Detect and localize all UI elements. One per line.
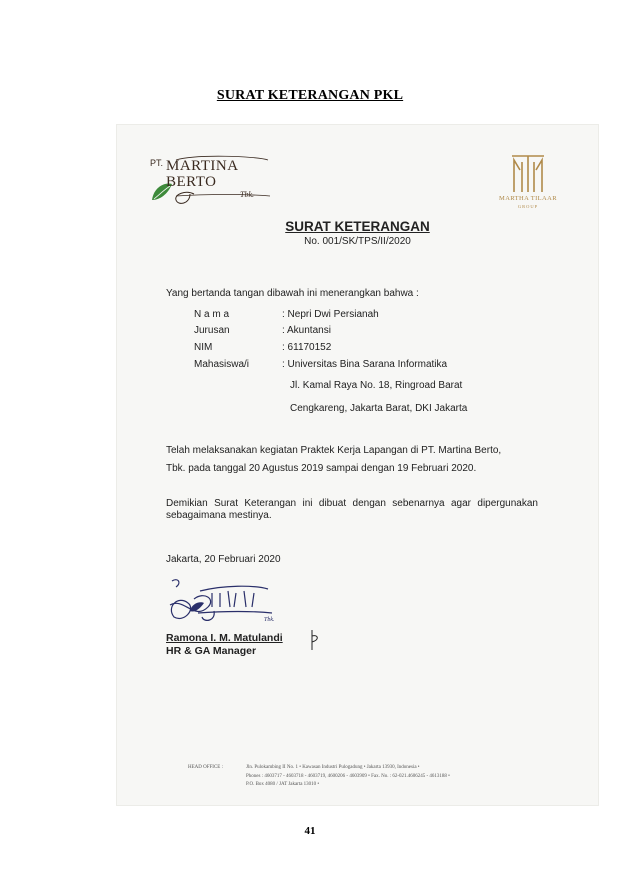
martha-tilaar-monogram-icon <box>488 152 568 194</box>
scanned-letter <box>116 124 599 806</box>
address-line-1: Jl. Kamal Raya No. 18, Ringroad Barat <box>290 380 463 391</box>
company-logo <box>146 150 276 210</box>
group-name: MARTHA TILAAR <box>499 195 557 202</box>
page-number: 41 <box>304 825 316 837</box>
signer-name: Ramona I. M. Matulandi <box>166 632 283 644</box>
field-value-jurusan: : Akuntansi <box>282 325 331 336</box>
signer-role: HR & GA Manager <box>166 645 257 657</box>
closing-text: Demikian Surat Keterangan ini dibuat dengan sebenarnya agar dipergunakan sebagaimana mestinya. <box>166 498 538 521</box>
letter-footer <box>188 764 450 790</box>
signature <box>308 628 322 652</box>
company-prefix: PT. <box>150 158 164 168</box>
letter-number: No. 001/SK/TPS/II/2020 <box>304 236 411 247</box>
field-label-nim: NIM <box>194 342 213 353</box>
body-line-1: Telah melaksanakan kegiatan Praktek Kerja Lapangan di PT. Martina Berto, <box>166 445 502 456</box>
field-value-mahasiswa: : Universitas Bina Sarana Informatika <box>282 359 448 370</box>
body-line-2: Tbk. pada tanggal 20 Agustus 2019 sampai dengan 19 Februari 2020. <box>166 463 477 474</box>
svg-text:Tbk.: Tbk. <box>264 617 275 623</box>
footer-label: HEAD OFFICE : <box>188 765 224 770</box>
footer-line-1: Jln. Pulokambing II No. 1 • Kawasan Industri Pulogadung • Jakarta 13930, Indonesia • <box>246 765 420 770</box>
intro-text: Yang bertanda tangan dibawah ini menerangkan bahwa : <box>166 288 419 299</box>
footer-line-3: P.O. Box 4080 / JAT Jakarta 13010 • <box>246 782 320 787</box>
page-heading: SURAT KETERANGAN PKL <box>216 88 404 103</box>
company-stamp <box>164 577 284 627</box>
company-suffix: Tbk. <box>240 190 254 199</box>
field-label-jurusan: Jurusan <box>194 325 230 336</box>
footer-line-2: Phones : 4603717 - 4603718 - 4603719, 4600206 - 4603909 • Fax. No. : 62-021.4606245 - 4613188 • <box>246 773 450 779</box>
field-value-nim: : 61170152 <box>282 342 332 353</box>
company-logo-text: MARTINA BERTO <box>166 158 238 190</box>
group-logo <box>488 152 568 212</box>
field-value-nama: : Nepri Dwi Persianah <box>282 309 379 320</box>
field-label-nama: N a m a <box>194 309 230 320</box>
address-line-2: Cengkareng, Jakarta Barat, DKI Jakarta <box>290 403 468 414</box>
letter-title: SURAT KETERANGAN <box>285 219 430 234</box>
place-date: Jakarta, 20 Februari 2020 <box>166 554 281 565</box>
field-label-mahasiswa: Mahasiswa/i <box>194 359 250 370</box>
group-sub: GROUP <box>517 204 539 209</box>
